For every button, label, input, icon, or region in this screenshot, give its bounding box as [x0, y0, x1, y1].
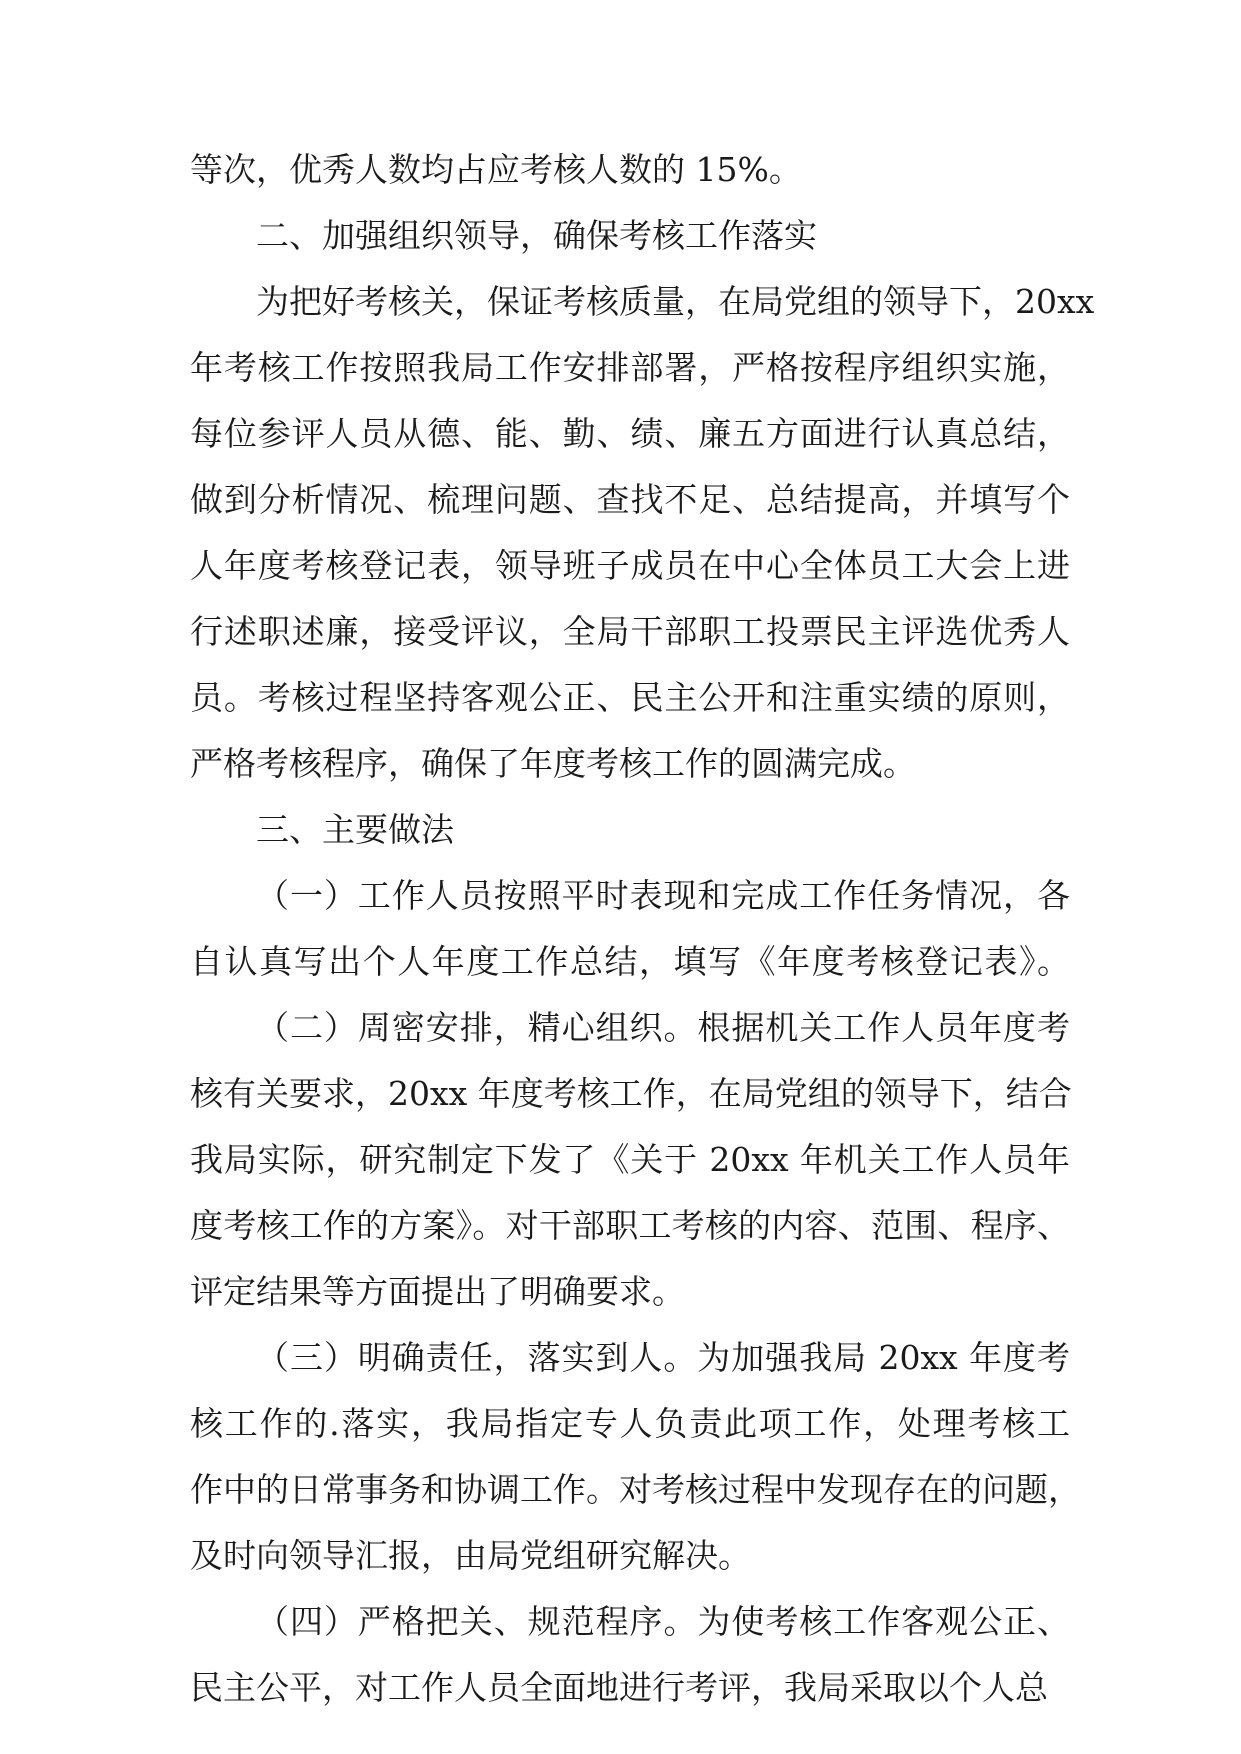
text-line: 核工作的.落实，我局指定专人负责此项工作，处理考核工: [190, 1404, 1070, 1443]
text-line: 民主公平，对工作人员全面地进行考评，我局采取以个人总: [190, 1668, 1048, 1707]
text-line: 我局实际，研究制定下发了《关于 20xx 年机关工作人员年: [190, 1140, 1070, 1179]
text-line: 作中的日常事务和协调工作。对考核过程中发现存在的问题，: [190, 1470, 1081, 1509]
text-line: 及时向领导汇报，由局党组研究解决。: [190, 1536, 751, 1575]
text-line: 严格考核程序，确保了年度考核工作的圆满完成。: [190, 744, 916, 783]
text-line: 度考核工作的方案》。对干部职工考核的内容、范围、程序、: [190, 1206, 1070, 1245]
text-line: 自认真写出个人年度工作总结，填写《年度考核登记表》。: [190, 942, 1070, 981]
text-line: 评定结果等方面提出了明确要求。: [190, 1272, 685, 1311]
text-line: 做到分析情况、梳理问题、查找不足、总结提高，并填写个: [190, 480, 1070, 519]
text-line: 为把好考核关，保证考核质量，在局党组的领导下，20xx: [256, 282, 1095, 321]
text-line: （一）工作人员按照平时表现和完成工作任务情况，各: [256, 876, 1070, 915]
section-heading: 三、主要做法: [256, 810, 454, 849]
text-line: 年考核工作按照我局工作安排部署，严格按程序组织实施，: [190, 348, 1070, 387]
text-line: （二）周密安排，精心组织。根据机关工作人员年度考: [256, 1008, 1070, 1047]
text-line: 人年度考核登记表，领导班子成员在中心全体员工大会上进: [190, 546, 1070, 585]
text-line: 每位参评人员从德、能、勤、绩、廉五方面进行认真总结，: [190, 414, 1070, 453]
text-line: 等次，优秀人数均占应考核人数的 15%。: [190, 150, 802, 189]
text-line: 核有关要求，20xx 年度考核工作，在局党组的领导下，结合: [190, 1074, 1072, 1113]
text-line: 员。考核过程坚持客观公正、民主公开和注重实绩的原则，: [190, 678, 1070, 717]
section-heading: 二、加强组织领导，确保考核工作落实: [256, 216, 817, 255]
text-line: 行述职述廉，接受评议，全局干部职工投票民主评选优秀人: [190, 612, 1070, 651]
text-line: （三）明确责任，落实到人。为加强我局 20xx 年度考: [256, 1338, 1070, 1377]
text-line: （四）严格把关、规范程序。为使考核工作客观公正、: [256, 1602, 1070, 1641]
